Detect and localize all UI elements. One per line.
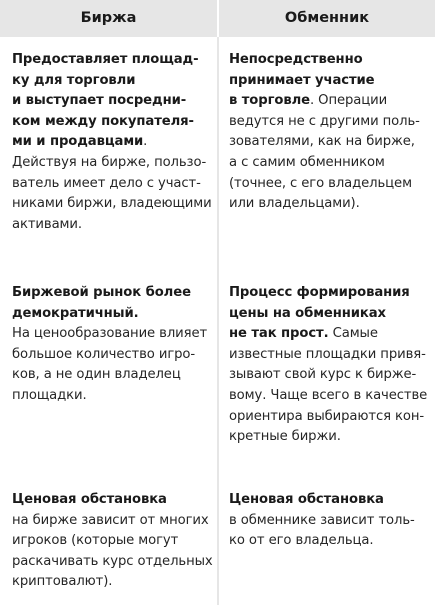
text-inline: . Операции (309, 93, 388, 109)
cell-row1-exchanger (229, 50, 429, 215)
text-line: ведутся не с другими поль- (229, 113, 420, 129)
text-line: игроков (которые могут (12, 533, 179, 549)
text-line: никами биржи, владеющими (12, 196, 212, 212)
text-line: (точнее, с его владельцем (229, 175, 412, 191)
text-punct: . (143, 134, 148, 150)
text-line: раскачивать курс отдельных (12, 553, 213, 569)
text-line: криптовалют). (12, 574, 113, 590)
cell-row3-exchange (12, 490, 212, 593)
column-divider (217, 37, 219, 605)
text-line: ко от его владельца. (229, 533, 374, 549)
cell-row2-exchanger (229, 283, 429, 448)
text-line: площадки. (12, 387, 87, 403)
text-line: ком между покупателя- (12, 113, 194, 129)
cell-row3-exchanger (229, 490, 429, 552)
text-line: не так прост. (229, 326, 329, 342)
table-header (0, 0, 435, 37)
text-line: Действуя на бирже, пользо- (12, 154, 207, 170)
text-line: ми и продавцами (12, 134, 144, 150)
header-exchanger: Обменник (219, 0, 435, 37)
text-line: в обменнике зависит толь- (229, 512, 415, 528)
text-line: вому. Чаще всего в качестве (229, 387, 428, 403)
text-line: демократичный. (12, 305, 139, 321)
text-line: активами. (12, 216, 82, 232)
text-line: Предоставляет площад- (12, 52, 199, 67)
text-line: цены на обменниках (229, 305, 386, 321)
cell-row2-exchange (12, 283, 212, 407)
header-exchange: Биржа (0, 0, 217, 37)
text-inline: Самые (328, 326, 378, 342)
text-line: на бирже зависит от многих (12, 512, 209, 528)
text-line: в торговле (229, 93, 310, 109)
text-line: На ценообразование влияет (12, 326, 208, 342)
text-line: зывают свой курс к бирже- (229, 367, 417, 383)
text-line: или владельцами). (229, 196, 360, 212)
text-line: ков, а не один владелец (12, 367, 181, 383)
text-line: Биржевой рынок более (12, 285, 191, 300)
text-line: и выступает посредни- (12, 93, 187, 109)
text-line: зователями, как на бирже, (229, 134, 415, 150)
text-line: принимает участие (229, 72, 375, 88)
text-line: Ценовая обстановка (12, 492, 167, 507)
text-line: а с самим обменником (229, 154, 385, 170)
text-line: ватель имеет дело с участ- (12, 175, 201, 191)
text-line: Процесс формирования (229, 285, 410, 300)
text-line: ориентира выбираются кон- (229, 408, 425, 424)
text-line: ку для торговли (12, 72, 136, 88)
cell-row1-exchange (12, 50, 212, 235)
text-line: кретные биржи. (229, 429, 341, 445)
text-line: большое количество игро- (12, 346, 196, 362)
text-line: известные площадки привя- (229, 346, 426, 362)
text-line: Непосредственно (229, 52, 363, 67)
text-line: Ценовая обстановка (229, 492, 384, 507)
